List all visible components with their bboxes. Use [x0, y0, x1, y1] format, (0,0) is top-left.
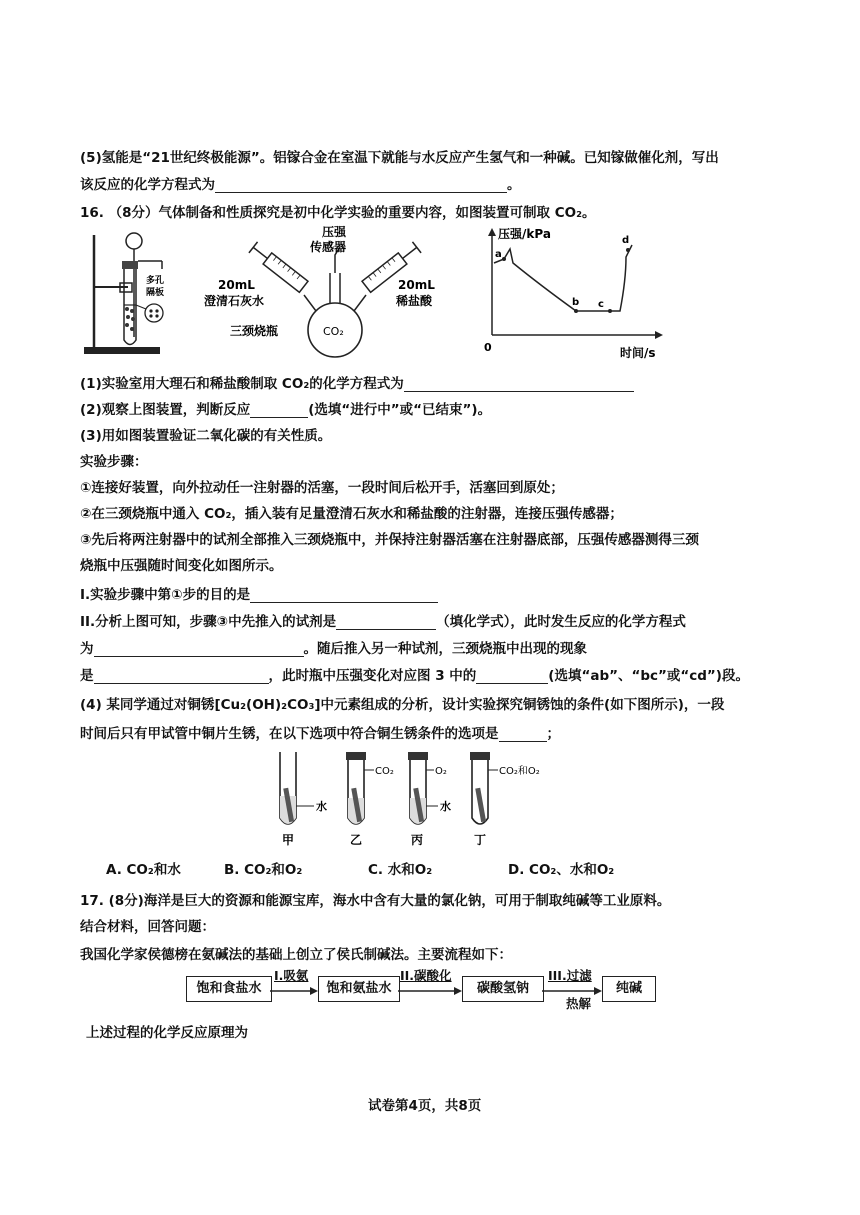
- point-c: c: [598, 299, 604, 310]
- flow-box-saturated-brine: 饱和食盐水: [186, 976, 272, 1002]
- tube-bing: [408, 752, 438, 824]
- option-b[interactable]: B. CO₂和O₂: [224, 862, 303, 878]
- q16-part4-line2: 时间后只有甲试管中铜片生锈，在以下选项中符合铜生锈条件的选项是 ；: [80, 726, 560, 742]
- step-3-line1: ③先后将两注射器中的试剂全部推入三颈烧瓶中，并保持注射器活塞在注射器底部，压强传感器测得三颈: [80, 532, 699, 548]
- flow-step-pyrolysis: 热解: [566, 996, 592, 1011]
- water-label-1: 水: [316, 800, 327, 813]
- page-footer: 试卷第4页，共8页: [368, 1098, 482, 1114]
- co2-o2-label: CO₂和O₂: [499, 766, 540, 777]
- point-a: a: [495, 249, 502, 260]
- co2-label: CO₂: [375, 766, 394, 777]
- answer-blank[interactable]: [215, 178, 507, 193]
- test-tubes-figure: [270, 748, 560, 848]
- tube-label-yi: 乙: [350, 833, 363, 847]
- answer-blank[interactable]: [250, 403, 308, 418]
- flow-step-filtration: III.过滤: [548, 968, 592, 983]
- q17-lead: 我国化学家侯德榜在氨碱法的基础上创立了侯氏制碱法。主要流程如下：: [80, 947, 512, 963]
- origin-label: 0: [484, 341, 492, 354]
- question-II-a: II.分析上图可知，步骤③中先推入的试剂是 （填化学式），此时发生反应的化学方程式: [80, 614, 686, 630]
- answer-blank[interactable]: [94, 642, 304, 657]
- hydrochloric-acid-label: 稀盐酸: [396, 294, 433, 308]
- q16-intro: 16. （8分）气体制备和性质探究是初中化学实验的重要内容，如图装置可制取 CO₂。: [80, 205, 596, 221]
- tube-ding: [470, 752, 498, 824]
- tube-label-ding: 丁: [474, 833, 487, 847]
- lime-water-label: 澄清石灰水: [204, 294, 265, 308]
- sensor-label-line1: 压强: [322, 225, 347, 239]
- option-a[interactable]: A. CO₂和水: [106, 862, 181, 878]
- step-1: ①连接好装置，向外拉动任一注射器的活塞，一段时间后松开手，活塞回到原处；: [80, 480, 564, 496]
- point-b: b: [572, 297, 580, 308]
- answer-blank[interactable]: [404, 377, 634, 392]
- question-I: I.实验步骤中第①步的目的是: [80, 583, 438, 603]
- copper-rust-formula: [Cu₂(OH)₂CO₃]: [214, 697, 321, 713]
- answer-blank[interactable]: [499, 727, 547, 742]
- flow-arrow-3: [542, 986, 602, 996]
- three-neck-flask-figure: [200, 225, 450, 360]
- sensor-label-line2: 传感器: [310, 240, 347, 254]
- question-II-d: 是 ，此时瓶中压强变化对应图 3 中的 (选填“ab”、“bc”或“cd”)段。: [80, 668, 749, 684]
- y-axis-label: 压强/kPa: [498, 227, 551, 241]
- gas-generator-figure: [80, 225, 180, 360]
- option-d[interactable]: D. CO₂、水和O₂: [508, 862, 615, 878]
- right-volume-label: 20mL: [398, 278, 435, 292]
- q17-principle: 上述过程的化学反应原理为: [86, 1025, 248, 1041]
- point-d: d: [622, 235, 630, 246]
- option-c[interactable]: C. 水和O₂: [368, 862, 433, 878]
- flask-label: 三颈烧瓶: [230, 324, 279, 338]
- flow-arrow-1: [270, 986, 318, 996]
- pressure-time-graph: [480, 225, 670, 365]
- tube-label-bing: 丙: [411, 833, 424, 847]
- left-volume-label: 20mL: [218, 278, 255, 292]
- flask-gas-label: CO₂: [323, 325, 344, 338]
- flow-step-carbonation: II.碳酸化: [400, 968, 452, 983]
- flow-box-soda-ash: 纯碱: [602, 976, 656, 1002]
- q15-part5-line1: (5)氢能是“21世纪终极能源”。铝镓合金在室温下就能与水反应产生氢气和一种碱。已知镓做催化剂，写出: [80, 150, 719, 166]
- q16-part1: (1)实验室用大理石和稀盐酸制取 CO₂的化学方程式为: [80, 372, 634, 392]
- water-label-2: 水: [440, 800, 451, 813]
- step-3-line2: 烧瓶中压强随时间变化如图所示。: [80, 558, 283, 574]
- answer-blank[interactable]: [250, 588, 438, 603]
- flow-step-absorb-ammonia: I.吸氨: [274, 968, 309, 983]
- q16-part4-line1: (4) 某同学通过对铜锈[Cu₂(OH)₂CO₃]中元素组成的分析，设计实验探究铜锈蚀的条件(如下图所示)，一段: [80, 697, 725, 713]
- q15-part5-line2: 该反应的化学方程式为 。: [80, 177, 521, 193]
- answer-blank[interactable]: [336, 615, 436, 630]
- answer-blank[interactable]: [476, 669, 548, 684]
- x-axis-label: 时间/s: [620, 346, 656, 360]
- steps-title: 实验步骤：: [80, 454, 148, 470]
- flow-box-sodium-bicarbonate: 碳酸氢钠: [462, 976, 544, 1002]
- tube-label-jia: 甲: [282, 833, 295, 847]
- q16-part3: (3)用如图装置验证二氧化碳的有关性质。: [80, 428, 332, 444]
- answer-blank[interactable]: [94, 669, 269, 684]
- q17-sub: 结合材料，回答问题：: [80, 919, 215, 935]
- flow-box-ammonia-brine: 饱和氨盐水: [318, 976, 400, 1002]
- flow-arrow-2: [398, 986, 462, 996]
- porous-plate-label-top: 多孔: [146, 276, 165, 286]
- o2-label: O₂: [435, 766, 447, 777]
- porous-plate-label-bottom: 隔板: [146, 288, 165, 298]
- question-II-c: 为 。随后推入另一种试剂，三颈烧瓶中出现的现象: [80, 641, 587, 657]
- q16-part2: (2)观察上图装置，判断反应 (选填“进行中”或“已结束”)。: [80, 402, 492, 418]
- step-2: ②在三颈烧瓶中通入 CO₂，插入装有足量澄清石灰水和稀盐酸的注射器，连接压强传感器；: [80, 506, 623, 522]
- tube-jia: [280, 752, 314, 824]
- q17-intro: 17. (8分)海洋是巨大的资源和能源宝库，海水中含有大量的氯化钠，可用于制取纯碱等工业原料。: [80, 893, 671, 909]
- tube-yi: [346, 752, 374, 824]
